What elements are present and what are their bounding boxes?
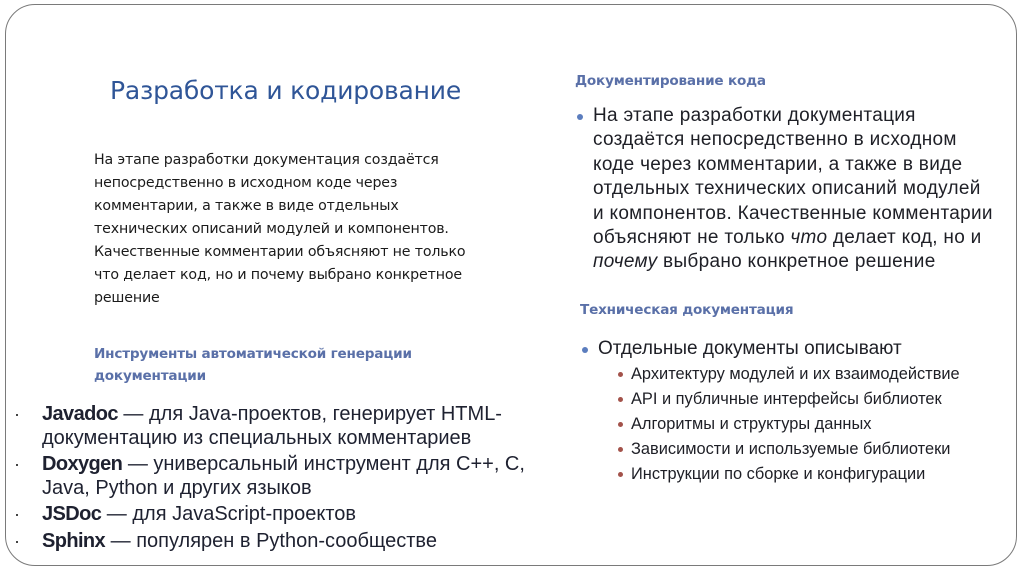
bullet-icon xyxy=(618,447,623,452)
tool-item-javadoc xyxy=(0,403,540,450)
tool-name: Sphinx xyxy=(42,529,106,552)
tool-item-jsdoc xyxy=(0,503,540,527)
tools-list xyxy=(0,403,540,556)
code-doc-list xyxy=(577,104,997,275)
bullet-icon xyxy=(618,372,623,377)
tech-doc-subitem xyxy=(613,438,1012,460)
bullet-icon xyxy=(577,114,583,120)
code-doc-italic-why: почему xyxy=(593,251,658,273)
tool-description: — для Java-проектов, генерирует HTML-документацию из специальных комментариев xyxy=(42,403,502,449)
bullet-icon xyxy=(618,422,623,427)
code-doc-text-1: На этапе разработки документация создаётся непосредственно в исходном коде через комментарии, а также в виде отдельных технических описаний модулей и компонентов. Качественные комментарии объясняют не только xyxy=(593,105,993,249)
bullet-icon xyxy=(582,347,588,353)
code-doc-text-3: выбрано конкретное решение xyxy=(657,251,936,273)
tech-doc-heading: Техническая документация xyxy=(580,302,794,318)
code-doc-italic-what: что xyxy=(790,227,828,249)
tool-description: — популярен в Python-сообществе xyxy=(105,529,437,552)
tech-doc-item xyxy=(582,337,1012,485)
tool-item-doxygen xyxy=(0,453,540,500)
code-doc-heading: Документирование кода xyxy=(575,73,766,89)
subitem-text: API и публичные интерфейсы библиотек xyxy=(631,390,942,408)
tool-description: — для JavaScript-проектов xyxy=(101,503,356,525)
bullet-icon xyxy=(618,472,623,477)
tool-description: — универсальный инструмент для C++, C, Java, Python и других языков xyxy=(42,453,525,499)
bullet-icon xyxy=(16,414,18,416)
subitem-text: Инструкции по сборке и конфигурации xyxy=(631,465,926,483)
tech-doc-subitem xyxy=(613,388,1012,410)
tools-heading: Инструменты автоматической генерации документации xyxy=(94,346,412,384)
subitem-text: Архитектуру модулей и их взаимодействие xyxy=(631,365,960,383)
tool-item-sphinx xyxy=(0,530,540,554)
bullet-icon xyxy=(16,464,18,466)
intro-paragraph: На этапе разработки документация создаётся непосредственно в исходном коде через комментарии, а также в виде отдельных технических описаний модулей и компонентов. Качественные комментарии объясняют не только что делает код, но и почему выбрано конкретное решение xyxy=(94,152,466,306)
tech-doc-sublist xyxy=(598,363,1012,485)
slide-title: Разработка и кодирование xyxy=(110,76,462,105)
tech-doc-subitem xyxy=(613,463,1012,485)
subitem-text: Зависимости и используемые библиотеки xyxy=(631,440,951,458)
tech-doc-list xyxy=(582,337,1012,488)
code-doc-item xyxy=(577,104,997,275)
tech-doc-subitem xyxy=(613,363,1012,385)
tool-name: Doxygen xyxy=(42,453,123,475)
tool-name: Javadoc xyxy=(42,403,118,425)
bullet-icon xyxy=(16,514,18,516)
bullet-icon xyxy=(618,397,623,402)
tech-doc-text: Отдельные документы описывают xyxy=(598,338,902,359)
subitem-text: Алгоритмы и структуры данных xyxy=(631,415,872,433)
tech-doc-subitem xyxy=(613,413,1012,435)
bullet-icon xyxy=(16,541,18,543)
code-doc-text-2: делает код, но и xyxy=(827,227,982,249)
tool-name: JSDoc xyxy=(42,503,102,525)
